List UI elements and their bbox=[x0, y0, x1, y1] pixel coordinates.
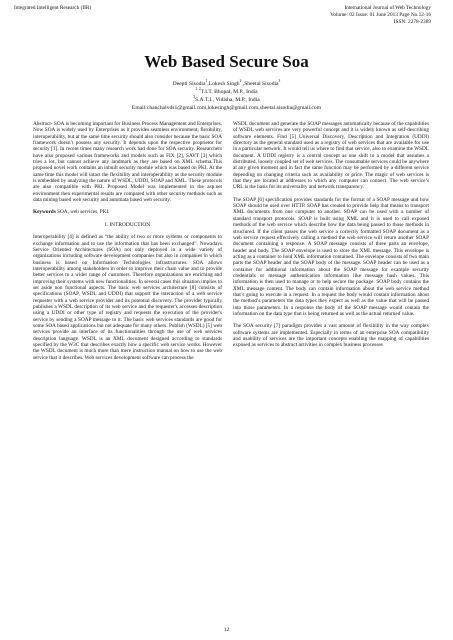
keywords bbox=[33, 209, 222, 215]
wsdl-uddi-paragraph: WSDL document and generate the SOAP messages automatically because of the capabilities of WSDL web services are very powerful concept and it is widely known as self-describing software elements. Find [5] Universal Discovery, Description and Integration (UDDI) directory as the general standard used as a registry of web services that are available for use in a particular network. It would tell us where to find that service, also to examine the WSDL document. A UDDI registry is a central concept as one shift to a model that assumes a distributed, loosely coupled set of web services. The consumable services could be anywhere at any given moment and in fact the same function may be performed by a different service depending on changing criteria such as availability or price. The magic of web services is that they are located at addresses to which any computer can connect. The web service’s URL is the basis for its universality and network transparency. bbox=[233, 121, 429, 191]
journal-info bbox=[330, 5, 431, 26]
soap-paragraph: The SOAP [6] specification provides standards for the format of a SOAP message and how SOAP should be used over HTTP. SOAP has created to provide help that means to transport XML documents from one computer to another. SOAP can be used with a number of standard transport protocols. SOAP is built using XML and it is used to call exposed methods of the web service which describe how the data being passed to those methods in structured. If the client passes the web service a correctly formatted SOAP document as a web service request effectively calling a method the web service will return another SOAP document containing a response. A SOAP message consists of three parts an envelope, header and body. The SOAP envelope is used to store the XML message. This envelope is acting as a container to hold XML information contained. The envelope consists of two main parts the SOAP header and the SOAP body of the message. SOAP header can be used as a container for additional information about the SOAP message for example security credentials or message authentication information like message hash values. This information is then used to manage or to help secure the package. SOAP body contains the XML message content. The body can contain information about the web service method that’s going to execute in a request. In a request the body would contain information about the method’s parameters the data types they expect as well as the value that will be passed into those parameters. In a response the body of the SOAP message would contain the information on the data type that is being returned as well as the actual returned value. bbox=[233, 196, 429, 317]
journal-volume: Volume: 02 Issue: 01 June 2013 Page No.12-16 bbox=[330, 12, 431, 18]
page-number: 12 bbox=[223, 627, 230, 633]
left-column bbox=[33, 121, 222, 367]
author-block bbox=[0, 80, 453, 112]
author-names bbox=[0, 80, 453, 88]
keywords-text: SOA, web services, PKI. bbox=[55, 209, 110, 216]
intro-paragraph: Interoperability [4] is defined as “the ability of two or more systems or components to exchange information and to use the information that has been exchanged”. Nowadays Service Oriented Architectures (SOA) not only deployed in a wide variety of organizations including software development companies but also in companies in which business is based on Information Technologies infrastructures. SOA allows interoperability among stakeholders in order to improve their chain value and to provide better services to a wider range of customers. Therefore organizations are enriching and improving their systems with new functionalities. In several cases this situation implies to set aside non functional aspects. The basic web services architecture [8] consists of specifications (SOAP, WSDL and UDDI) that support the interaction of a web service requester with a web service provider and its potential discovery. The provider typically publishes a WSDL description of its web service and the requester's accesses description using a UDDI or other type of registry and requests the execution of the provider's service by sending a SOAP message to it. The basic web services standards are good for some SOA based applications but not adequate for many others. Publish (WSDL) [5] web services provide an interface of its functionalities through the use of web services description language. WSDL is an XML document designed according to standards specified by the W3C that describes exactly how a specific web service works. However the WSDL document is much more than mere instruction manual on how to use the web service that it describes. Web services development software can process the bbox=[33, 234, 222, 361]
author-2: ,Lokesh Singh bbox=[207, 81, 240, 87]
affiliation-2-text: S.A.T.I., Vidisha, M.P., India bbox=[195, 97, 260, 103]
author-3: ,Sheetal Sisodia bbox=[241, 81, 279, 87]
right-column bbox=[233, 121, 429, 355]
soa-security-paragraph: The SOA security [7] paradigm provides a vast amount of flexibility in the way complex software systems are implemented. Especially in terms of an enterprise SOA compatibility and usability of services are the important concepts enabling the mapping of capabilities exposed as services to abstract activities in complex business processes bbox=[233, 323, 429, 349]
journal-issn: ISSN: 2278-2389 bbox=[393, 19, 431, 25]
journal-publisher: Integrated Intelligent Research (IIR) bbox=[14, 5, 92, 11]
affiliation-1-text: T.I.T, Bhopal, M.P., India bbox=[200, 89, 258, 95]
keywords-label: Keywords bbox=[33, 209, 56, 216]
author-emails: Email:chanchalvds1@gmail.com,lokesingh@gmail.com,sheetal.sisodia@gmail.com bbox=[131, 105, 322, 111]
author-1: Deepti Sisodia bbox=[172, 81, 206, 87]
affiliation-1 bbox=[0, 88, 453, 96]
affiliation-2-sup: 3 bbox=[193, 95, 196, 100]
journal-name: International Journal of Web Technology bbox=[344, 5, 431, 11]
section-heading-introduction: I. INTRODUCTION bbox=[104, 221, 151, 228]
author-3-sup: 3 bbox=[278, 79, 281, 84]
paper-title: Web Based Secure Soa bbox=[144, 52, 309, 71]
author-2-sup: 2 bbox=[239, 79, 242, 84]
affiliation-1-sup: 1, 2 bbox=[195, 87, 201, 92]
abstract: Abstract- SOA is becoming important for Business Process Management and Enterprises. Now SOA is widely used by Enterprises as it provides seamless environment, flexibility, interoperability, but at the same time security should also consider because the basic SOA framework doesn’t possess any security. It depends upon the respective proprietor for security [1]. In recent times many research work had done for SOA security. Researchers have also proposed various frameworks and models such as FIX [2], SAVT [3] which tries a lot, but cannot achieve any landmark as they are based on XML schema.This proposed novel work contains an inbuilt security module which was based on PKI. At the same time this model will intact the flexibility and interoperability as the security module is embedded by analyzing the nature of WSDL, UDDI, SOAP and XML. These protocols are also compatible with PKI. Proposed Model was implemented in the asp.net environment then experimental results are compared with other security methods such as data mining based web security and automata based web security. bbox=[33, 121, 222, 204]
affiliation-2 bbox=[0, 96, 453, 104]
author-1-sup: 1 bbox=[205, 79, 208, 84]
